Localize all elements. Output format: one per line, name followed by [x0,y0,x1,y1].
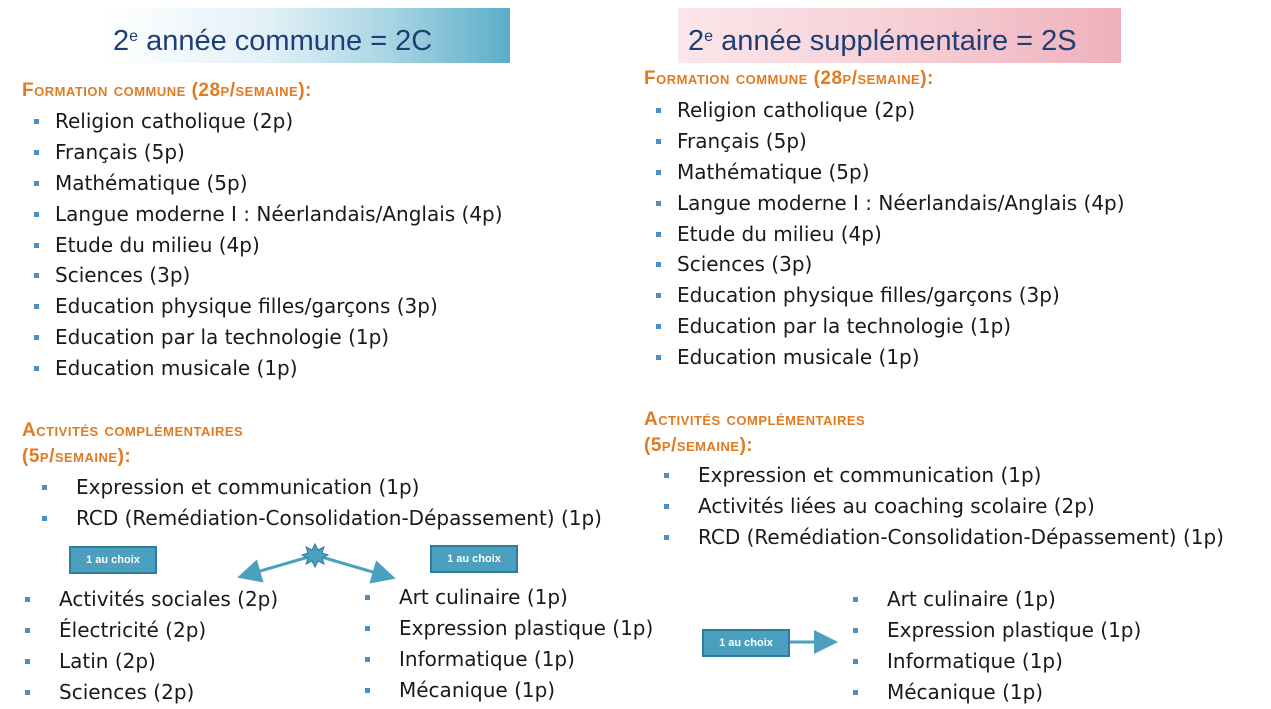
list-item: Informatique (1p) [362,644,653,675]
title-number: 2 [688,25,705,57]
list-item: Mécanique (1p) [362,675,653,706]
list-item: Education musicale (1p) [22,353,503,384]
heading-activites-periods-2s: (5p/semaine): [644,435,754,456]
title-number: 2 [113,25,130,57]
list-item: Électricité (2p) [22,615,278,646]
list-item: Mathématique (5p) [22,168,503,199]
list-item: Français (5p) [22,137,503,168]
list-item: Français (5p) [644,126,1125,157]
list-item: Langue moderne I : Néerlandais/Anglais (4p) [644,188,1125,219]
list-item: Sciences (3p) [22,260,503,291]
list-item: Sciences (2p) [22,677,278,708]
list-item: Education par la technologie (1p) [22,322,503,353]
list-item: Education physique filles/garçons (3p) [644,280,1125,311]
choice-badge-group-2: 1 au choix [430,545,518,573]
heading-activites-2c: Activités complémentaires [22,420,244,441]
list-item: Expression plastique (1p) [850,615,1141,646]
list-item: RCD (Remédiation-Consolidation-Dépassement) (1p) [22,503,602,534]
list-item: Activités liées au coaching scolaire (2p) [644,491,1224,522]
list-item: Art culinaire (1p) [362,582,653,613]
choice-badge-2s: 1 au choix [702,629,790,657]
list-item: Langue moderne I : Néerlandais/Anglais (4p) [22,199,503,230]
list-item: Religion catholique (2p) [644,95,1125,126]
title-text: année commune = 2C [138,25,433,57]
title-text: année supplémentaire = 2S [713,25,1077,57]
list-item: Etude du milieu (4p) [22,230,503,261]
arrow-icon [318,556,390,577]
starburst-icon [302,544,328,567]
list-item: Expression et communication (1p) [644,460,1224,491]
choice-badge-group-1: 1 au choix [69,546,157,574]
list-item: Informatique (1p) [850,646,1141,677]
list-item: Latin (2p) [22,646,278,677]
list-item: Religion catholique (2p) [22,106,503,137]
heading-activites-2s: Activités complémentaires [644,409,866,430]
list-item: Expression et communication (1p) [22,472,602,503]
heading-formation-commune-2c: Formation commune (28p/semaine): [22,80,312,101]
list-item: Expression plastique (1p) [362,613,653,644]
list-item: Education physique filles/garçons (3p) [22,291,503,322]
list-item: Activités sociales (2p) [22,584,278,615]
heading-formation-commune-2s: Formation commune (28p/semaine): [644,68,934,89]
title-superscript: e [704,28,714,45]
list-item: RCD (Remédiation-Consolidation-Dépassement) (1p) [644,522,1224,553]
arrow-icon [243,556,312,576]
list-item: Mécanique (1p) [850,677,1141,708]
list-item: Mathématique (5p) [644,157,1125,188]
list-item: Sciences (3p) [644,249,1125,280]
list-item: Art culinaire (1p) [850,584,1141,615]
list-item: Etude du milieu (4p) [644,219,1125,250]
list-item: Education musicale (1p) [644,342,1125,373]
heading-activites-periods-2c: (5p/semaine): [22,446,132,467]
list-item: Education par la technologie (1p) [644,311,1125,342]
title-superscript: e [129,28,139,45]
